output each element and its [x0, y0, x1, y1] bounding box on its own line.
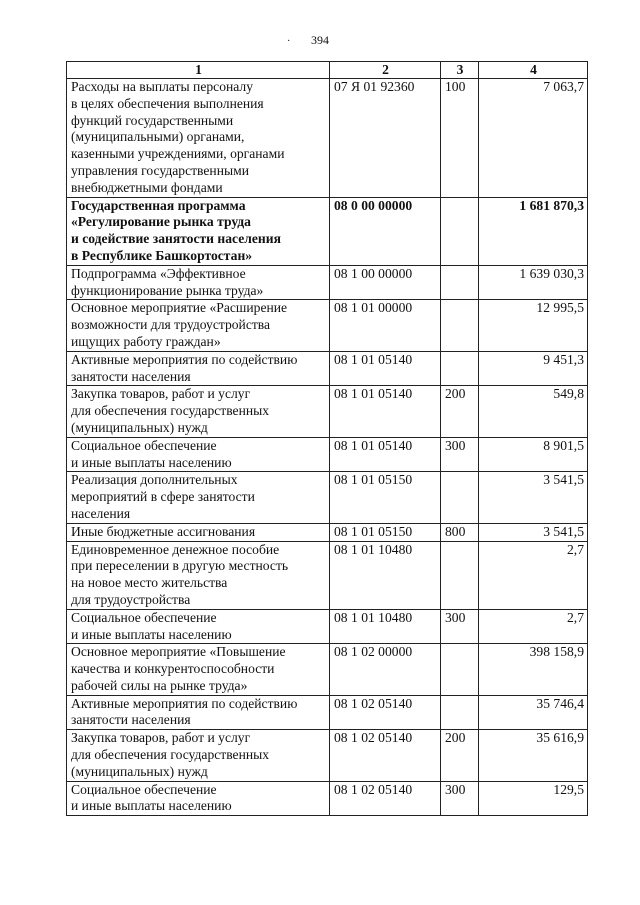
row-code-cell: 08 1 01 05140	[330, 386, 441, 437]
row-code-cell: 08 1 02 00000	[330, 644, 441, 695]
row-type-cell	[441, 265, 479, 300]
row-amount-cell: 12 995,5	[479, 300, 588, 351]
row-type-cell	[441, 300, 479, 351]
row-type-cell: 300	[441, 781, 479, 816]
row-name-cell: Иные бюджетные ассигнования	[67, 523, 330, 541]
row-name-cell: Государственная программа «Регулирование рынка труда и содействие занятости населения в Республике Башкортостан»	[67, 197, 330, 265]
row-amount-cell: 3 541,5	[479, 523, 588, 541]
table-body	[67, 79, 588, 816]
row-code-cell: 08 1 01 10480	[330, 609, 441, 644]
row-name-cell: Расходы на выплаты персоналу в целях обеспечения выполнения функций государственными (муниципальными) органами, казенными учреждениями, органами управления государственными внебюджетными фондами	[67, 79, 330, 198]
row-name-cell: Социальное обеспечение и иные выплаты населению	[67, 609, 330, 644]
row-amount-cell: 2,7	[479, 609, 588, 644]
row-type-cell: 300	[441, 437, 479, 472]
row-type-cell: 100	[441, 79, 479, 198]
row-amount-cell: 549,8	[479, 386, 588, 437]
row-name-cell: Социальное обеспечение и иные выплаты населению	[67, 437, 330, 472]
row-amount-cell: 9 451,3	[479, 351, 588, 386]
budget-table	[66, 61, 588, 816]
row-type-cell: 800	[441, 523, 479, 541]
table-row	[67, 644, 588, 695]
row-code-cell: 08 1 00 00000	[330, 265, 441, 300]
row-name-cell: Закупка товаров, работ и услуг для обеспечения государственных (муниципальных) нужд	[67, 730, 330, 781]
page-number: 394	[311, 33, 329, 47]
row-name-cell: Реализация дополнительных мероприятий в сфере занятости населения	[67, 472, 330, 523]
table-row	[67, 541, 588, 609]
row-name-cell: Активные мероприятия по содействию занятости населения	[67, 695, 330, 730]
header-col-4: 4	[479, 62, 588, 79]
table-row	[67, 730, 588, 781]
row-type-cell	[441, 644, 479, 695]
row-code-cell: 08 0 00 00000	[330, 197, 441, 265]
header-col-2: 2	[330, 62, 441, 79]
row-code-cell: 08 1 02 05140	[330, 695, 441, 730]
row-name-cell: Основное мероприятие «Повышение качества и конкурентоспособности рабочей силы на рынке труда»	[67, 644, 330, 695]
row-amount-cell: 35 746,4	[479, 695, 588, 730]
row-code-cell: 08 1 01 05140	[330, 351, 441, 386]
row-code-cell: 08 1 02 05140	[330, 730, 441, 781]
row-amount-cell: 2,7	[479, 541, 588, 609]
table-row	[67, 300, 588, 351]
table-row	[67, 386, 588, 437]
table-row	[67, 523, 588, 541]
row-amount-cell: 129,5	[479, 781, 588, 816]
header-col-1: 1	[67, 62, 330, 79]
table-row	[67, 79, 588, 198]
row-amount-cell: 7 063,7	[479, 79, 588, 198]
row-amount-cell: 8 901,5	[479, 437, 588, 472]
row-amount-cell: 35 616,9	[479, 730, 588, 781]
table-row	[67, 781, 588, 816]
row-name-cell: Единовременное денежное пособие при переселении в другую местность на новое место жительства для трудоустройства	[67, 541, 330, 609]
row-code-cell: 08 1 01 10480	[330, 541, 441, 609]
table-row	[67, 695, 588, 730]
row-type-cell: 200	[441, 730, 479, 781]
row-code-cell: 08 1 01 05150	[330, 523, 441, 541]
row-type-cell	[441, 695, 479, 730]
table-row	[67, 197, 588, 265]
row-type-cell	[441, 351, 479, 386]
header-row	[67, 62, 588, 79]
table-row	[67, 351, 588, 386]
row-name-cell: Активные мероприятия по содействию занятости населения	[67, 351, 330, 386]
table-row	[67, 265, 588, 300]
row-code-cell: 08 1 01 05150	[330, 472, 441, 523]
table-row	[67, 472, 588, 523]
row-type-cell	[441, 541, 479, 609]
row-type-cell: 300	[441, 609, 479, 644]
row-type-cell: 200	[441, 386, 479, 437]
row-type-cell	[441, 472, 479, 523]
table-header	[67, 62, 588, 79]
row-name-cell: Подпрограмма «Эффективное функционирование рынка труда»	[67, 265, 330, 300]
row-name-cell: Основное мероприятие «Расширение возможности для трудоустройства ищущих работу граждан»	[67, 300, 330, 351]
row-name-cell: Закупка товаров, работ и услуг для обеспечения государственных (муниципальных) нужд	[67, 386, 330, 437]
row-amount-cell: 3 541,5	[479, 472, 588, 523]
row-code-cell: 08 1 01 00000	[330, 300, 441, 351]
table-row	[67, 609, 588, 644]
row-code-cell: 08 1 02 05140	[330, 781, 441, 816]
row-amount-cell: 1 681 870,3	[479, 197, 588, 265]
row-name-cell: Социальное обеспечение и иные выплаты населению	[67, 781, 330, 816]
row-code-cell: 08 1 01 05140	[330, 437, 441, 472]
stray-mark: ·	[287, 36, 291, 47]
header-col-3: 3	[441, 62, 479, 79]
table-row	[67, 437, 588, 472]
row-amount-cell: 398 158,9	[479, 644, 588, 695]
row-amount-cell: 1 639 030,3	[479, 265, 588, 300]
row-type-cell	[441, 197, 479, 265]
row-code-cell: 07 Я 01 92360	[330, 79, 441, 198]
